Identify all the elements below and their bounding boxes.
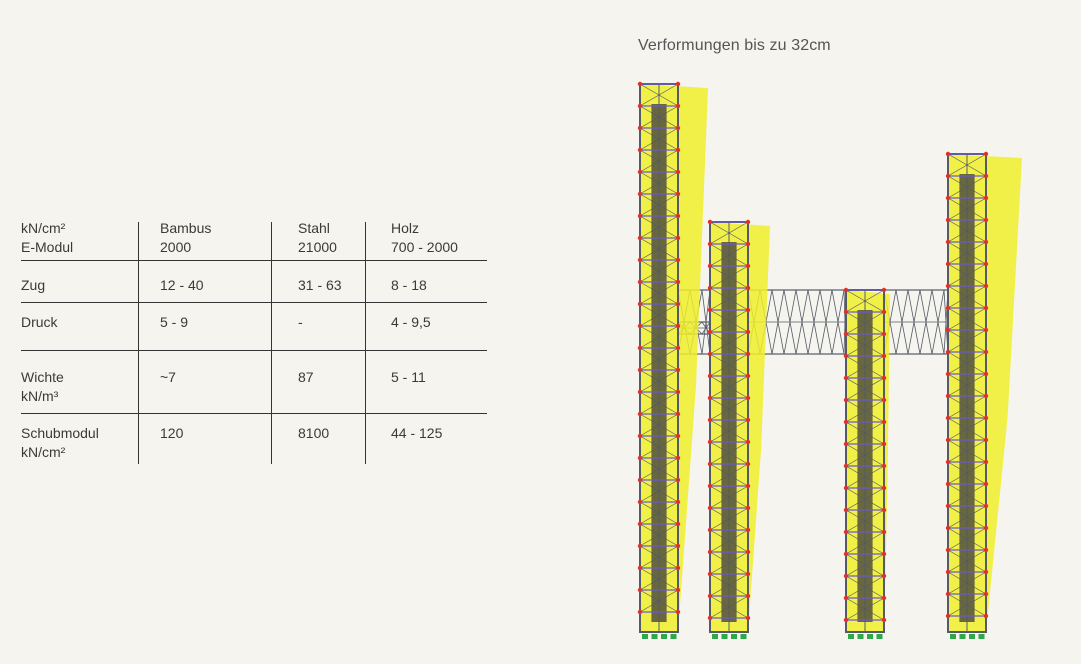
tower-node [676, 192, 680, 196]
table-cell: 8 - 18 [391, 277, 427, 293]
column-divider [138, 222, 139, 464]
tower-node [746, 286, 750, 290]
tower-node [676, 324, 680, 328]
tower-node [844, 618, 848, 622]
tower-node [882, 288, 886, 292]
tower-node [946, 548, 950, 552]
tower-node [638, 500, 642, 504]
support [848, 634, 854, 639]
tower-node [638, 566, 642, 570]
row-unit-schubmodul: kN/cm² [21, 444, 66, 460]
table-cell: 44 - 125 [391, 425, 443, 441]
tower-node [638, 390, 642, 394]
tower-node [984, 548, 988, 552]
tower-node [946, 372, 950, 376]
tower-node [746, 374, 750, 378]
tower-node [746, 528, 750, 532]
column-divider [271, 222, 272, 464]
tower-node [946, 152, 950, 156]
support [722, 634, 728, 639]
tower-node [946, 262, 950, 266]
tower-node [746, 440, 750, 444]
tower-node [638, 258, 642, 262]
tower-node [882, 574, 886, 578]
tower-node [708, 352, 712, 356]
tower-node [984, 262, 988, 266]
tower-node [676, 456, 680, 460]
tower-node [676, 236, 680, 240]
support [867, 634, 873, 639]
tower-node [746, 330, 750, 334]
tower-node [708, 264, 712, 268]
row-unit-wichte: kN/m³ [21, 388, 59, 404]
tower-node [638, 214, 642, 218]
tower-node [638, 302, 642, 306]
tower-node [946, 614, 950, 618]
column-header-bambus: Bambus [160, 220, 212, 236]
table-cell: 4 - 9,5 [391, 314, 431, 330]
tower-node [844, 574, 848, 578]
support [652, 634, 658, 639]
row-label-zug: Zug [21, 277, 46, 293]
emodul-label: E-Modul [21, 239, 74, 255]
tower-node [946, 438, 950, 442]
tower-node [746, 242, 750, 246]
tower-node [676, 368, 680, 372]
row-divider [21, 260, 487, 261]
tower-node [946, 240, 950, 244]
support [671, 634, 677, 639]
tower-node [708, 506, 712, 510]
material-table [0, 0, 500, 664]
column-header-stahl: Stahl [298, 220, 330, 236]
tower-node [708, 528, 712, 532]
tower-node [946, 482, 950, 486]
tower-node [882, 508, 886, 512]
tower-node [844, 376, 848, 380]
tower-node [676, 258, 680, 262]
support [960, 634, 966, 639]
tower-node [984, 460, 988, 464]
tower-node [638, 104, 642, 108]
table-cell: 31 - 63 [298, 277, 342, 293]
tower-node [708, 330, 712, 334]
tower-node [882, 486, 886, 490]
tower-node [946, 350, 950, 354]
row-label-schubmodul: Schubmodul [21, 425, 99, 441]
support [877, 634, 883, 639]
tower-node [882, 530, 886, 534]
tower-node [708, 572, 712, 576]
row-divider [21, 413, 487, 414]
tower-node [638, 126, 642, 130]
tower-node [844, 310, 848, 314]
tower-node [676, 500, 680, 504]
tower-node [638, 82, 642, 86]
tower-node [946, 504, 950, 508]
tower-node [638, 456, 642, 460]
tower-node [676, 346, 680, 350]
tower-node [984, 526, 988, 530]
tower-node [746, 220, 750, 224]
tower-node [746, 616, 750, 620]
tower-node [984, 306, 988, 310]
tower-node [984, 570, 988, 574]
support [741, 634, 747, 639]
tower-node [676, 610, 680, 614]
row-label-druck: Druck [21, 314, 58, 330]
tower-node [676, 478, 680, 482]
tower-node [676, 522, 680, 526]
tower-node [946, 174, 950, 178]
tower-node [882, 310, 886, 314]
tower-node [984, 438, 988, 442]
tower-node [882, 376, 886, 380]
tower-node [746, 594, 750, 598]
column-divider [365, 222, 366, 464]
tower-node [946, 284, 950, 288]
tower-node [676, 214, 680, 218]
column-header-holz: Holz [391, 220, 420, 236]
tower-node [638, 412, 642, 416]
tower-node [638, 434, 642, 438]
support [969, 634, 975, 639]
tower-node [708, 616, 712, 620]
unit-label: kN/cm² [21, 220, 66, 236]
tower-node [984, 372, 988, 376]
tower-node [746, 308, 750, 312]
row-divider [21, 302, 487, 303]
tower-node [638, 280, 642, 284]
tower-node [708, 308, 712, 312]
tower-node [676, 302, 680, 306]
tower-node [844, 332, 848, 336]
tower-node [676, 588, 680, 592]
tower-node [708, 462, 712, 466]
tower-node [984, 482, 988, 486]
tower-node [638, 588, 642, 592]
tower-node [676, 148, 680, 152]
figure-caption: Verformungen bis zu 32cm [638, 37, 831, 54]
tower-node [844, 354, 848, 358]
tower-node [984, 416, 988, 420]
tower-node [708, 418, 712, 422]
tower-node [984, 614, 988, 618]
tower-node [844, 530, 848, 534]
row-label-wichte: Wichte [21, 369, 64, 385]
table-cell: 12 - 40 [160, 277, 204, 293]
tower-node [882, 420, 886, 424]
support [979, 634, 985, 639]
tower-node [882, 596, 886, 600]
tower-node [746, 396, 750, 400]
tower-node [984, 152, 988, 156]
tower-node [676, 280, 680, 284]
emodul-stahl: 21000 [298, 239, 337, 255]
structure-deformation-figure [628, 72, 1038, 647]
support [642, 634, 648, 639]
tower-node [946, 570, 950, 574]
tower-node [638, 170, 642, 174]
tower-node [708, 550, 712, 554]
tower-node [844, 508, 848, 512]
tower-node [708, 286, 712, 290]
tower-node [844, 288, 848, 292]
support [731, 634, 737, 639]
tower-node [882, 442, 886, 446]
tower-node [882, 332, 886, 336]
tower-node [844, 464, 848, 468]
tower-node [676, 390, 680, 394]
tower-node [882, 354, 886, 358]
tower-node [946, 196, 950, 200]
tower-node [984, 504, 988, 508]
tower-node [708, 242, 712, 246]
table-cell: 8100 [298, 425, 330, 441]
tower-node [946, 460, 950, 464]
tower-node [638, 192, 642, 196]
table-cell: 5 - 11 [391, 369, 426, 385]
tower-node [844, 596, 848, 600]
tower-node [946, 306, 950, 310]
tower-node [984, 240, 988, 244]
table-cell: 5 - 9 [160, 314, 189, 330]
table-cell: 120 [160, 425, 184, 441]
tower-node [638, 368, 642, 372]
tower-node [946, 416, 950, 420]
tower-node [708, 440, 712, 444]
tower-node [844, 420, 848, 424]
tower-node [746, 572, 750, 576]
tower-node [946, 394, 950, 398]
tower-node [984, 394, 988, 398]
tower-node [708, 374, 712, 378]
table-cell: 87 [298, 369, 314, 385]
tower-node [882, 398, 886, 402]
tower-node [984, 284, 988, 288]
support [950, 634, 956, 639]
tower-node [984, 328, 988, 332]
row-divider [21, 350, 487, 351]
tower-node [746, 418, 750, 422]
tower-node [844, 442, 848, 446]
tower-node [708, 220, 712, 224]
support [712, 634, 718, 639]
tower-node [638, 478, 642, 482]
tower-node [708, 594, 712, 598]
tower-node [746, 506, 750, 510]
tower-node [984, 592, 988, 596]
tower-node [638, 236, 642, 240]
tower-node [676, 170, 680, 174]
emodul-holz: 700 - 2000 [391, 239, 458, 255]
tower-node [746, 462, 750, 466]
tower-node [676, 412, 680, 416]
tower-node [984, 174, 988, 178]
tower-node [882, 552, 886, 556]
tower-node [984, 218, 988, 222]
tower-node [676, 126, 680, 130]
tower-node [946, 218, 950, 222]
tower-node [844, 398, 848, 402]
tower-node [638, 544, 642, 548]
tower-node [946, 526, 950, 530]
tower-node [676, 104, 680, 108]
tower-node [638, 610, 642, 614]
support [661, 634, 667, 639]
tower-node [676, 544, 680, 548]
tower-node [638, 324, 642, 328]
tower-node [746, 264, 750, 268]
table-cell: ~7 [160, 369, 176, 385]
tower-node [844, 552, 848, 556]
tower-node [638, 522, 642, 526]
tower-node [746, 484, 750, 488]
tower-node [676, 566, 680, 570]
tower-node [746, 352, 750, 356]
tower-node [844, 486, 848, 490]
tower-node [638, 148, 642, 152]
tower-node [946, 592, 950, 596]
tower-node [708, 484, 712, 488]
tower-node [984, 350, 988, 354]
emodul-bambus: 2000 [160, 239, 192, 255]
tower-node [882, 464, 886, 468]
support [858, 634, 864, 639]
tower-node [746, 550, 750, 554]
tower-node [676, 434, 680, 438]
table-cell: - [298, 314, 303, 330]
tower-node [708, 396, 712, 400]
tower-node [676, 82, 680, 86]
tower-node [882, 618, 886, 622]
tower-node [984, 196, 988, 200]
tower-node [946, 328, 950, 332]
tower-node [638, 346, 642, 350]
